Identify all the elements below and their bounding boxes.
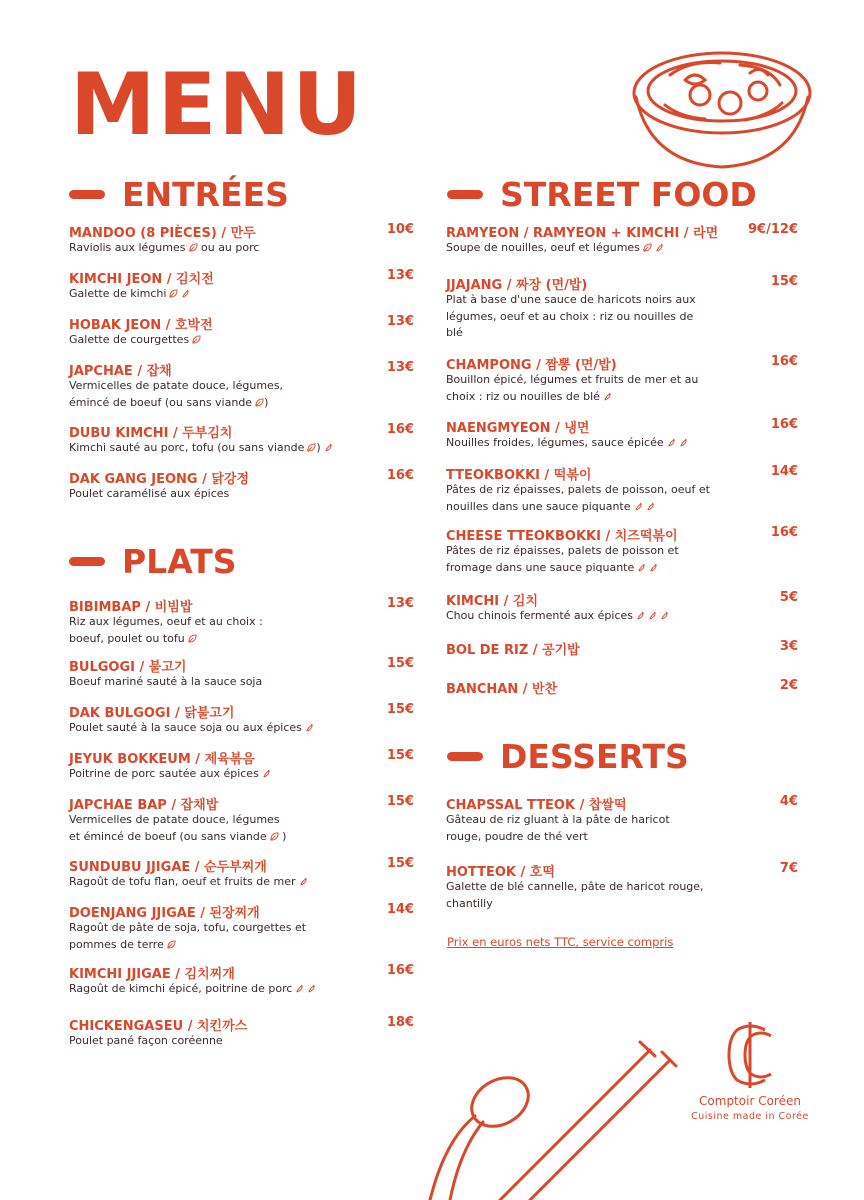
item-desc: Pâtes de riz épaisses, palets de poisson, oeuf et nouilles dans une sauce piquante	[446, 483, 710, 513]
item-price: 14€	[386, 902, 414, 917]
item-price: 13€	[386, 268, 414, 283]
dash-icon	[447, 190, 483, 199]
page-title: MENU	[70, 55, 365, 155]
cc-logo-icon	[725, 1020, 775, 1090]
item-desc: Poulet sauté à la sauce soja ou aux épices	[69, 720, 314, 737]
item-name: KIMCHI JEON / 김치전	[69, 272, 214, 287]
spoon-chopsticks-illustration	[350, 1040, 680, 1200]
menu-item	[69, 656, 414, 692]
menu-item	[446, 639, 798, 659]
item-name: HOBAK JEON / 호박전	[69, 318, 213, 333]
item-desc: Riz aux légumes, oeuf et au choix : boeuf, poulet ou tofu	[69, 615, 263, 645]
item-desc: Chou chinois fermenté aux épices	[446, 608, 669, 625]
leaf-icon	[255, 398, 264, 407]
menu-item	[69, 794, 414, 846]
item-price: 16€	[770, 525, 798, 540]
menu-item	[69, 856, 414, 892]
item-price: 16€	[770, 417, 798, 432]
menu-item	[69, 222, 414, 258]
item-name: MANDOO (8 PIÈCES) / 만두	[69, 226, 256, 241]
chili-icon	[295, 984, 304, 993]
chili-icon	[305, 723, 314, 732]
item-price: 10€	[386, 222, 414, 237]
item-price: 15€	[386, 702, 414, 717]
menu-item	[69, 468, 414, 504]
item-name: TTEOKBOKKI / 떡볶이	[446, 468, 592, 483]
leaf-icon	[270, 832, 279, 841]
item-price: 15€	[770, 274, 798, 289]
item-name: DUBU KIMCHI / 두부김치	[69, 426, 233, 441]
menu-item	[69, 902, 414, 954]
item-name: BULGOGI / 불고기	[69, 660, 187, 675]
dash-icon	[447, 752, 483, 761]
bowl-illustration	[630, 45, 815, 170]
item-desc: Kimchi sauté au porc, tofu (ou sans viande )	[69, 440, 333, 457]
item-price: 4€	[779, 794, 798, 809]
item-desc: Bouillon épicé, légumes et fruits de mer et au choix : riz ou nouilles de blé	[446, 373, 699, 403]
item-price: 13€	[386, 596, 414, 611]
item-desc: Vermicelles de patate douce, légumes et émincé de boeuf (ou sans viande )	[69, 813, 287, 843]
item-name: JJAJANG / 짜장 (면/밥)	[446, 278, 588, 293]
leaf-icon	[167, 940, 176, 949]
section-title: PLATS	[122, 542, 237, 581]
item-desc: Galette de kimchi	[69, 286, 190, 303]
item-desc: Galette de courgettes	[69, 332, 201, 349]
item-name: RAMYEON / RAMYEON + KIMCHI / 라면	[446, 226, 719, 241]
menu-item	[446, 222, 798, 258]
chili-icon	[655, 243, 664, 252]
section-plats	[69, 542, 237, 581]
item-name: NAENGMYEON / 냉면	[446, 421, 590, 436]
item-desc: Pâtes de riz épaisses, palets de poisson et fromage dans une sauce piquante	[446, 544, 679, 574]
chili-icon	[660, 611, 669, 620]
section-title: DESSERTS	[500, 737, 689, 776]
menu-item	[446, 525, 798, 577]
item-price: 7€	[779, 861, 798, 876]
item-price: 18€	[386, 1015, 414, 1030]
chili-icon	[181, 289, 190, 298]
item-desc: Poulet caramélisé aux épices	[69, 487, 230, 500]
item-desc: Gâteau de riz gluant à la pâte de haricot rouge, poudre de thé vert	[446, 813, 670, 843]
leaf-icon	[643, 243, 652, 252]
item-name: CHAMPONG / 짬뽕 (면/밥)	[446, 358, 617, 373]
item-name: KIMCHI / 김치	[446, 594, 539, 609]
chili-icon	[646, 502, 655, 511]
item-price: 16€	[386, 468, 414, 483]
menu-item	[446, 794, 798, 846]
item-name: BIBIMBAP / 비빔밥	[69, 600, 193, 615]
item-name: DAK BULGOGI / 닭불고기	[69, 706, 235, 721]
item-name: CHEESE TTEOKBOKKI / 치즈떡볶이	[446, 529, 678, 544]
item-desc: Ragoût de kimchi épicé, poitrine de porc	[69, 981, 316, 998]
item-price: 15€	[386, 656, 414, 671]
item-price: 13€	[386, 314, 414, 329]
menu-item	[446, 417, 798, 453]
menu-item	[69, 963, 414, 999]
item-price: 16€	[770, 354, 798, 369]
chili-icon	[637, 563, 646, 572]
item-name: BANCHAN / 반찬	[446, 682, 558, 697]
leaf-icon	[189, 243, 198, 252]
item-desc: Boeuf mariné sauté à la sauce soja	[69, 675, 263, 688]
item-name: DAK GANG JEONG / 닭강정	[69, 472, 250, 487]
item-price: 9€/12€	[748, 222, 798, 237]
item-name: JAPCHAE BAP / 잡채밥	[69, 798, 219, 813]
menu-item	[69, 360, 414, 412]
item-price: 16€	[386, 422, 414, 437]
leaf-icon	[192, 335, 201, 344]
price-note: Prix en euros nets TTC, service compris	[447, 935, 674, 949]
dash-icon	[69, 190, 105, 199]
brand-logo	[690, 1020, 810, 1122]
item-price: 14€	[770, 464, 798, 479]
item-desc: Poitrine de porc sautée aux épices	[69, 766, 271, 783]
item-price: 15€	[386, 794, 414, 809]
menu-item	[446, 861, 798, 913]
chili-icon	[324, 443, 333, 452]
section-title: ENTRÉES	[122, 175, 289, 214]
section-entrees	[69, 175, 289, 214]
item-name: HOTTEOK / 호떡	[446, 865, 555, 880]
item-name: JAPCHAE / 잡채	[69, 364, 172, 379]
item-price: 5€	[779, 590, 798, 605]
item-desc: Galette de blé cannelle, pâte de haricot rouge, chantilly	[446, 880, 704, 910]
item-price: 2€	[779, 678, 798, 693]
dash-icon	[69, 557, 105, 566]
chili-icon	[603, 392, 612, 401]
item-price: 15€	[386, 856, 414, 871]
item-desc: Soupe de nouilles, oeuf et légumes	[446, 240, 664, 257]
item-price: 3€	[779, 639, 798, 654]
item-desc: Vermicelles de patate douce, légumes, émincé de boeuf (ou sans viande )	[69, 379, 284, 409]
item-desc: Poulet pané façon coréenne	[69, 1034, 223, 1047]
item-desc: Raviolis aux légumes ou au porc	[69, 241, 260, 254]
item-name: JEYUK BOKKEUM / 제육볶음	[69, 752, 255, 767]
item-desc: Nouilles froides, légumes, sauce épicée	[446, 435, 688, 452]
leaf-icon	[169, 289, 178, 298]
item-name: BOL DE RIZ / 공기밥	[446, 643, 580, 658]
item-name: SUNDUBU JJIGAE / 순두부찌개	[69, 860, 267, 875]
brand-tagline: Cuisine made in Corée	[691, 1111, 809, 1122]
item-name: KIMCHI JJIGAE / 김치찌개	[69, 967, 235, 982]
menu-item	[446, 354, 798, 406]
item-price: 16€	[386, 963, 414, 978]
section-street-food	[447, 175, 757, 214]
brand-name: Comptoir Coréen	[699, 1094, 801, 1108]
menu-item	[446, 590, 798, 626]
item-name: CHAPSSAL TTEOK / 찹쌀떡	[446, 798, 627, 813]
menu-item	[69, 596, 414, 648]
section-title: STREET FOOD	[500, 175, 757, 214]
item-price: 13€	[386, 360, 414, 375]
item-price: 15€	[386, 748, 414, 763]
menu-item	[69, 422, 414, 458]
chili-icon	[307, 984, 316, 993]
menu-item	[69, 314, 414, 350]
chili-icon	[262, 769, 271, 778]
chili-icon	[649, 563, 658, 572]
chili-icon	[634, 502, 643, 511]
item-name: CHICKENGASEU / 치킨까스	[69, 1019, 248, 1034]
menu-item	[69, 268, 414, 304]
menu-item	[446, 678, 798, 698]
item-desc: Ragoût de pâte de soja, tofu, courgettes et pommes de terre	[69, 921, 307, 951]
menu-item	[69, 748, 414, 784]
menu-item	[446, 464, 798, 516]
item-desc: Plat à base d'une sauce de haricots noirs aux légumes, oeuf et au choix : riz ou nouilles de blé	[446, 293, 696, 339]
chili-icon	[299, 877, 308, 886]
chili-icon	[679, 438, 688, 447]
section-desserts	[447, 737, 689, 776]
chili-icon	[648, 611, 657, 620]
item-name: DOENJANG JJIGAE / 된장찌개	[69, 906, 260, 921]
leaf-icon	[188, 634, 197, 643]
menu-item	[69, 702, 414, 738]
item-desc: Ragoût de tofu flan, oeuf et fruits de mer	[69, 874, 308, 891]
chili-icon	[636, 611, 645, 620]
chili-icon	[667, 438, 676, 447]
menu-item	[446, 274, 798, 342]
